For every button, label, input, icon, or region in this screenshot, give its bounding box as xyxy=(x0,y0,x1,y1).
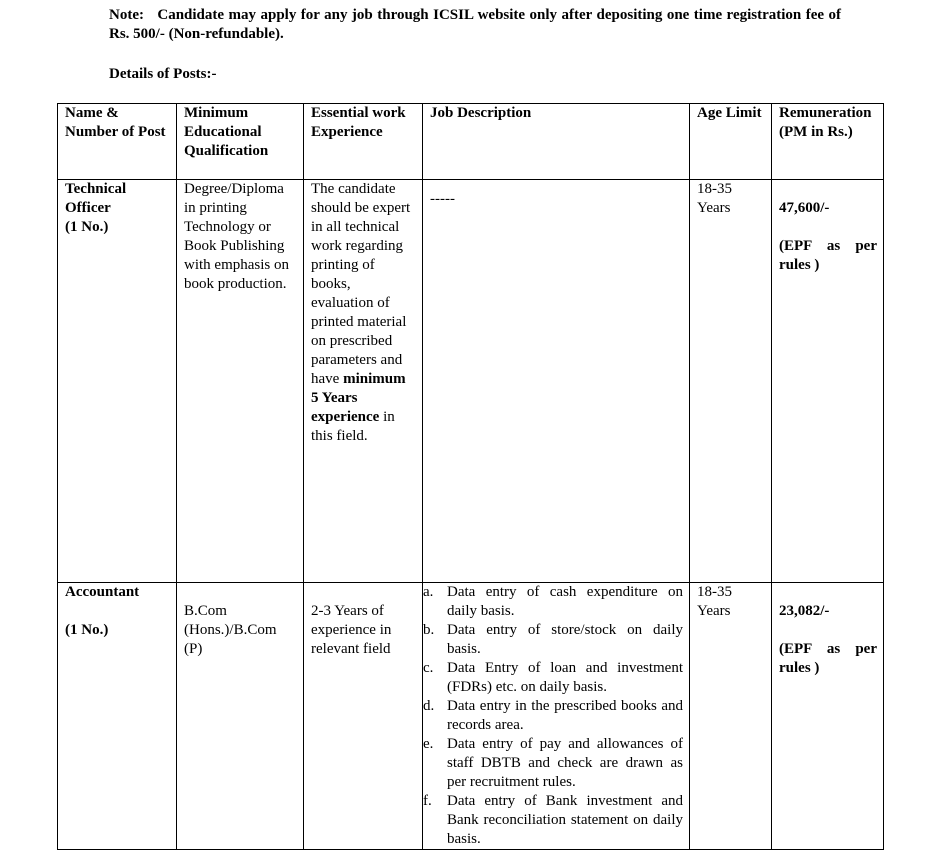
list-item xyxy=(423,697,683,735)
qualification-cell xyxy=(177,583,304,850)
remuneration-amount: 47,600/- xyxy=(779,200,830,216)
table-row xyxy=(58,583,884,850)
header-qualification: Minimum Educational Qualification xyxy=(177,104,304,180)
remuneration-note: (EPF as per rules ) xyxy=(779,641,877,676)
list-marker: c. xyxy=(423,660,434,676)
age-limit-cell: 18-35 Years xyxy=(690,583,772,850)
list-item xyxy=(423,792,683,849)
details-of-posts-heading: Details of Posts:- xyxy=(109,66,217,82)
header-age-limit: Age Limit xyxy=(690,104,772,180)
list-marker: b. xyxy=(423,622,435,638)
header-post-name: Name & Number of Post xyxy=(58,104,177,180)
experience-cell xyxy=(304,180,423,583)
post-cell xyxy=(58,583,177,850)
registration-note xyxy=(109,6,841,44)
job-description-list xyxy=(423,583,683,849)
remuneration-amount: 23,082/- xyxy=(779,603,830,619)
remuneration-cell xyxy=(772,583,884,850)
post-name: Accountant xyxy=(65,584,140,600)
experience-text: 2-3 Years of experience in relevant field xyxy=(311,603,392,657)
remuneration-cell xyxy=(772,180,884,583)
list-marker: f. xyxy=(423,793,432,809)
job-description-cell xyxy=(423,583,690,850)
qualification-cell: Degree/Diploma in printing Technology or Book Publishing with emphasis on book production. xyxy=(177,180,304,583)
qualification-text: B.Com (Hons.)/B.Com (P) xyxy=(184,603,277,657)
list-item xyxy=(423,621,683,659)
list-item-text: Data Entry of loan and investment (FDRs) etc. on daily basis. xyxy=(447,660,683,695)
list-marker: e. xyxy=(423,736,434,752)
post-count: (1 No.) xyxy=(65,622,109,638)
remuneration-note: (EPF as per rules ) xyxy=(779,238,877,273)
experience-cell xyxy=(304,583,423,850)
list-item xyxy=(423,659,683,697)
header-experience: Essential work Experience xyxy=(304,104,423,180)
post-name: Technical Officer xyxy=(65,181,127,216)
list-item xyxy=(423,583,683,621)
list-marker: a. xyxy=(423,584,434,600)
list-item-text: Data entry of pay and allowances of staff DBTB and check are drawn as per recruitment rules. xyxy=(447,736,683,790)
posts-table xyxy=(57,103,884,850)
table-row xyxy=(58,180,884,583)
header-job-description: Job Description xyxy=(423,104,690,180)
age-limit-cell: 18-35 Years xyxy=(690,180,772,583)
list-item xyxy=(423,735,683,792)
experience-bold: minimum 5 Years experience xyxy=(311,371,406,425)
job-description-placeholder: ----- xyxy=(430,191,455,207)
job-description-cell xyxy=(423,180,690,583)
list-item-text: Data entry of Bank investment and Bank reconciliation statement on daily basis. xyxy=(447,793,683,847)
list-item-text: Data entry of cash expenditure on daily basis. xyxy=(447,584,683,619)
table-header-row xyxy=(58,104,884,180)
list-item-text: Data entry in the prescribed books and records area. xyxy=(447,698,683,733)
post-count: (1 No.) xyxy=(65,219,109,235)
experience-intro: The candidate should be expert in all technical work regarding printing of books, evaluation of printed material on prescribed parameters and have xyxy=(311,181,411,387)
note-text: Candidate may apply for any job through ICSIL website only after depositing one time registration fee of Rs. 500/- (Non-refundable). xyxy=(109,7,841,42)
note-label: Note: xyxy=(109,7,144,23)
list-marker: d. xyxy=(423,698,435,714)
post-cell xyxy=(58,180,177,583)
list-item-text: Data entry of store/stock on daily basis. xyxy=(447,622,683,657)
header-remuneration: Remuneration (PM in Rs.) xyxy=(772,104,884,180)
experience-tail: in this field. xyxy=(311,409,395,444)
